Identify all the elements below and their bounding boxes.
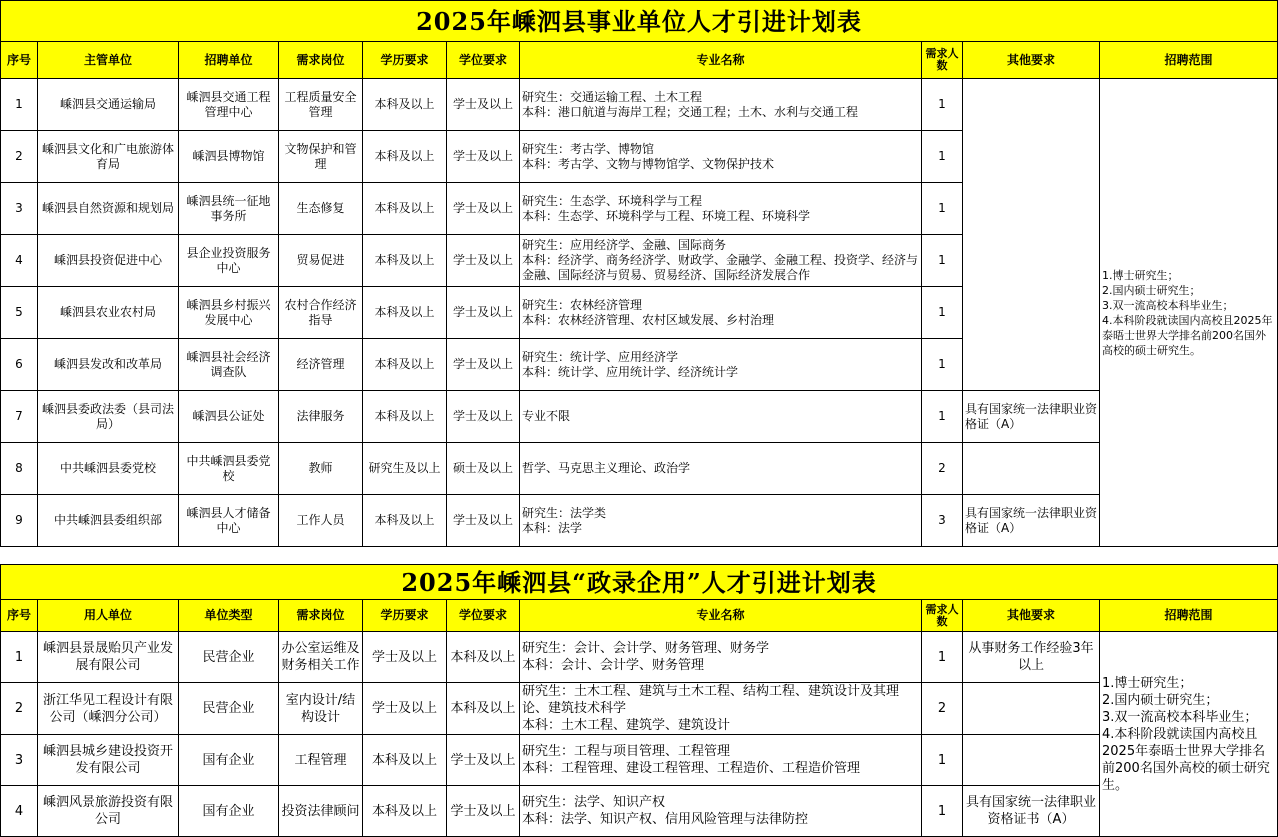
employer-cell: 嵊泗县景晟贻贝产业发展有限公司 bbox=[38, 632, 179, 683]
row-number: 5 bbox=[1, 287, 38, 339]
recruiting-unit-cell: 嵊泗县人才储备中心 bbox=[179, 495, 279, 547]
department-cell: 嵊泗县委政法委（县司法局） bbox=[38, 391, 179, 443]
degree-cell: 硕士及以上 bbox=[447, 443, 520, 495]
table-row bbox=[1, 443, 1278, 495]
education-cell: 本科及以上 bbox=[363, 391, 447, 443]
other-requirements-cell bbox=[963, 683, 1100, 735]
degree-cell: 学士及以上 bbox=[447, 183, 520, 235]
recruitment-scope-cell: 1.博士研究生； 2.国内硕士研究生； 3.双一流高校本科毕业生； 4.本科阶段就读国内高校且2025年泰晤士世界大学排名前200名国外高校的硕士研究生。 bbox=[1100, 79, 1278, 547]
position-cell: 办公室运维及财务相关工作 bbox=[279, 632, 363, 683]
department-cell: 嵊泗县发改和改革局 bbox=[38, 339, 179, 391]
recruiting-unit-cell: 嵊泗县统一征地事务所 bbox=[179, 183, 279, 235]
unit-type-cell: 民营企业 bbox=[179, 683, 279, 735]
position-cell: 投资法律顾问 bbox=[279, 786, 363, 837]
major-line: 本科：港口航道与海岸工程；交通工程；土木、水利与交通工程 bbox=[522, 104, 859, 119]
major-line: 本科：生态学、环境科学与工程、环境工程、环境科学 bbox=[522, 208, 811, 223]
table-row bbox=[1, 683, 1278, 735]
row-number: 2 bbox=[1, 131, 38, 183]
table-row bbox=[1, 632, 1278, 683]
major-cell: 研究生：土木工程、建筑与土木工程、结构工程、建筑设计及其理论、建筑技术科学 本科：土木工程、建筑学、建筑设计 bbox=[520, 683, 922, 735]
table-row bbox=[1, 735, 1278, 786]
table-row bbox=[1, 786, 1278, 837]
degree-cell: 学士及以上 bbox=[447, 131, 520, 183]
degree-cell: 学士及以上 bbox=[447, 235, 520, 287]
position-cell: 室内设计/结构设计 bbox=[279, 683, 363, 735]
row-number: 3 bbox=[1, 183, 38, 235]
unit-type-cell: 国有企业 bbox=[179, 735, 279, 786]
major-line: 研究生：生态学、环境科学与工程 bbox=[522, 193, 703, 208]
talent-plan-table-enterprises bbox=[0, 564, 1278, 837]
education-cell: 本科及以上 bbox=[363, 339, 447, 391]
header-cell: 其他要求 bbox=[963, 600, 1100, 632]
major-cell bbox=[520, 79, 922, 131]
major-line: 专业不限 bbox=[522, 409, 571, 423]
major-cell bbox=[520, 443, 922, 495]
headcount-cell: 1 bbox=[922, 183, 963, 235]
position-cell: 经济管理 bbox=[279, 339, 363, 391]
row-number: 1 bbox=[1, 632, 38, 683]
degree-cell: 学士及以上 bbox=[447, 495, 520, 547]
position-cell: 文物保护和管理 bbox=[279, 131, 363, 183]
unit-type-cell: 民营企业 bbox=[179, 632, 279, 683]
employer-cell: 嵊泗风景旅游投资有限公司 bbox=[38, 786, 179, 837]
education-cell: 学士及以上 bbox=[363, 632, 447, 683]
table-row bbox=[1, 495, 1278, 547]
row-number: 4 bbox=[1, 235, 38, 287]
header-cell: 学历要求 bbox=[363, 42, 447, 79]
recruiting-unit-cell: 嵊泗县乡村振兴发展中心 bbox=[179, 287, 279, 339]
header-cell: 需求人数 bbox=[922, 600, 963, 632]
recruiting-unit-cell: 嵊泗县公证处 bbox=[179, 391, 279, 443]
header-cell: 其他要求 bbox=[963, 42, 1100, 79]
header-cell: 学位要求 bbox=[447, 42, 520, 79]
education-cell: 研究生及以上 bbox=[363, 443, 447, 495]
position-cell: 农村合作经济指导 bbox=[279, 287, 363, 339]
position-cell: 贸易促进 bbox=[279, 235, 363, 287]
header-cell: 学位要求 bbox=[447, 600, 520, 632]
major-line: 研究生：应用经济学、金融、国际商务 bbox=[522, 238, 727, 252]
other-requirements-cell: 具有国家统一法律职业资格证（A） bbox=[963, 391, 1100, 443]
major-line: 研究生：法学类 bbox=[522, 505, 607, 520]
education-cell: 本科及以上 bbox=[363, 79, 447, 131]
header-cell: 专业名称 bbox=[520, 42, 922, 79]
header-cell: 招聘范围 bbox=[1100, 42, 1278, 79]
employer-cell: 嵊泗县城乡建设投资开发有限公司 bbox=[38, 735, 179, 786]
header-cell: 序号 bbox=[1, 42, 38, 79]
degree-cell: 学士及以上 bbox=[447, 339, 520, 391]
department-cell: 中共嵊泗县委党校 bbox=[38, 443, 179, 495]
major-cell bbox=[520, 235, 922, 287]
header-cell: 需求人数 bbox=[922, 42, 963, 79]
education-cell: 本科及以上 bbox=[363, 183, 447, 235]
table-row bbox=[1, 79, 1278, 131]
major-line: 本科：统计学、应用统计学、经济统计学 bbox=[522, 364, 739, 379]
row-number: 8 bbox=[1, 443, 38, 495]
recruiting-unit-cell: 县企业投资服务中心 bbox=[179, 235, 279, 287]
row-number: 3 bbox=[1, 735, 38, 786]
major-cell bbox=[520, 183, 922, 235]
row-number: 6 bbox=[1, 339, 38, 391]
major-cell bbox=[520, 287, 922, 339]
degree-cell: 学士及以上 bbox=[447, 735, 520, 786]
position-cell: 生态修复 bbox=[279, 183, 363, 235]
education-cell: 本科及以上 bbox=[363, 495, 447, 547]
major-cell bbox=[520, 339, 922, 391]
table-title: 2025年嵊泗县“政录企用”人才引进计划表 bbox=[1, 565, 1278, 600]
headcount-cell: 2 bbox=[922, 683, 963, 735]
position-cell: 工程管理 bbox=[279, 735, 363, 786]
header-cell: 需求岗位 bbox=[279, 42, 363, 79]
education-cell: 学士及以上 bbox=[363, 683, 447, 735]
education-cell: 本科及以上 bbox=[363, 235, 447, 287]
degree-cell: 学士及以上 bbox=[447, 287, 520, 339]
row-number: 2 bbox=[1, 683, 38, 735]
row-number: 1 bbox=[1, 79, 38, 131]
position-cell: 工作人员 bbox=[279, 495, 363, 547]
major-line: 本科：农林经济管理、农村区域发展、乡村治理 bbox=[522, 312, 775, 327]
headcount-cell: 2 bbox=[922, 443, 963, 495]
department-cell: 中共嵊泗县委组织部 bbox=[38, 495, 179, 547]
headcount-cell: 1 bbox=[922, 632, 963, 683]
other-requirements-cell bbox=[963, 79, 1100, 391]
headcount-cell: 1 bbox=[922, 79, 963, 131]
degree-cell: 本科及以上 bbox=[447, 632, 520, 683]
headcount-cell: 1 bbox=[922, 287, 963, 339]
major-cell bbox=[520, 495, 922, 547]
headcount-cell: 1 bbox=[922, 339, 963, 391]
header-cell: 招聘范围 bbox=[1100, 600, 1278, 632]
major-cell: 研究生：工程与项目管理、工程管理 本科：工程管理、建设工程管理、工程造价、工程造价管理 bbox=[520, 735, 922, 786]
headcount-cell: 1 bbox=[922, 735, 963, 786]
position-cell: 法律服务 bbox=[279, 391, 363, 443]
header-cell: 招聘单位 bbox=[179, 42, 279, 79]
major-line: 研究生：考古学、博物馆 bbox=[522, 141, 655, 156]
department-cell: 嵊泗县文化和广电旅游体育局 bbox=[38, 131, 179, 183]
position-cell: 教师 bbox=[279, 443, 363, 495]
degree-cell: 学士及以上 bbox=[447, 391, 520, 443]
other-requirements-cell: 具有国家统一法律职业资格证书（A） bbox=[963, 786, 1100, 837]
header-cell: 需求岗位 bbox=[279, 600, 363, 632]
table-row bbox=[1, 391, 1278, 443]
major-line: 本科：经济学、商务经济学、财政学、金融学、金融工程、投资学、经济与金融、国际经济与贸易、贸易经济、国际经济发展合作 bbox=[522, 253, 919, 282]
major-line: 研究生：交通运输工程、土木工程 bbox=[522, 89, 703, 104]
other-requirements-cell bbox=[963, 735, 1100, 786]
employer-cell: 浙江华见工程设计有限公司（嵊泗分公司） bbox=[38, 683, 179, 735]
department-cell: 嵊泗县农业农村局 bbox=[38, 287, 179, 339]
header-cell: 单位类型 bbox=[179, 600, 279, 632]
department-cell: 嵊泗县投资促进中心 bbox=[38, 235, 179, 287]
headcount-cell: 3 bbox=[922, 495, 963, 547]
major-cell bbox=[520, 131, 922, 183]
header-cell: 学历要求 bbox=[363, 600, 447, 632]
major-cell: 研究生：法学、知识产权 本科：法学、知识产权、信用风险管理与法律防控 bbox=[520, 786, 922, 837]
recruiting-unit-cell: 嵊泗县社会经济调查队 bbox=[179, 339, 279, 391]
row-number: 7 bbox=[1, 391, 38, 443]
table-title: 2025年嵊泗县事业单位人才引进计划表 bbox=[1, 1, 1278, 42]
major-line: 本科：法学 bbox=[522, 520, 583, 535]
education-cell: 本科及以上 bbox=[363, 287, 447, 339]
education-cell: 本科及以上 bbox=[363, 131, 447, 183]
major-cell bbox=[520, 391, 922, 443]
headcount-cell: 1 bbox=[922, 235, 963, 287]
education-cell: 本科及以上 bbox=[363, 735, 447, 786]
major-line: 研究生：统计学、应用经济学 bbox=[522, 349, 679, 364]
degree-cell: 本科及以上 bbox=[447, 683, 520, 735]
header-cell: 主管单位 bbox=[38, 42, 179, 79]
major-line: 本科：考古学、文物与博物馆学、文物保护技术 bbox=[522, 156, 775, 171]
department-cell: 嵊泗县交通运输局 bbox=[38, 79, 179, 131]
recruiting-unit-cell: 嵊泗县博物馆 bbox=[179, 131, 279, 183]
row-number: 4 bbox=[1, 786, 38, 837]
header-cell: 专业名称 bbox=[520, 600, 922, 632]
major-cell: 研究生：会计、会计学、财务管理、财务学 本科：会计、会计学、财务管理 bbox=[520, 632, 922, 683]
education-cell: 本科及以上 bbox=[363, 786, 447, 837]
header-cell: 用人单位 bbox=[38, 600, 179, 632]
other-requirements-cell bbox=[963, 443, 1100, 495]
headcount-cell: 1 bbox=[922, 786, 963, 837]
department-cell: 嵊泗县自然资源和规划局 bbox=[38, 183, 179, 235]
other-requirements-cell: 从事财务工作经验3年以上 bbox=[963, 632, 1100, 683]
recruiting-unit-cell: 嵊泗县交通工程管理中心 bbox=[179, 79, 279, 131]
recruitment-scope-cell: 1.博士研究生； 2.国内硕士研究生； 3.双一流高校本科毕业生； 4.本科阶段就读国内高校且2025年泰晤士世界大学排名前200名国外高校的硕士研究生。 bbox=[1100, 632, 1278, 837]
position-cell: 工程质量安全管理 bbox=[279, 79, 363, 131]
degree-cell: 学士及以上 bbox=[447, 786, 520, 837]
row-number: 9 bbox=[1, 495, 38, 547]
major-line: 哲学、马克思主义理论、政治学 bbox=[522, 461, 691, 475]
unit-type-cell: 国有企业 bbox=[179, 786, 279, 837]
other-requirements-cell: 具有国家统一法律职业资格证（A） bbox=[963, 495, 1100, 547]
degree-cell: 学士及以上 bbox=[447, 79, 520, 131]
major-line: 研究生：农林经济管理 bbox=[522, 297, 643, 312]
header-cell: 序号 bbox=[1, 600, 38, 632]
headcount-cell: 1 bbox=[922, 391, 963, 443]
recruiting-unit-cell: 中共嵊泗县委党校 bbox=[179, 443, 279, 495]
headcount-cell: 1 bbox=[922, 131, 963, 183]
